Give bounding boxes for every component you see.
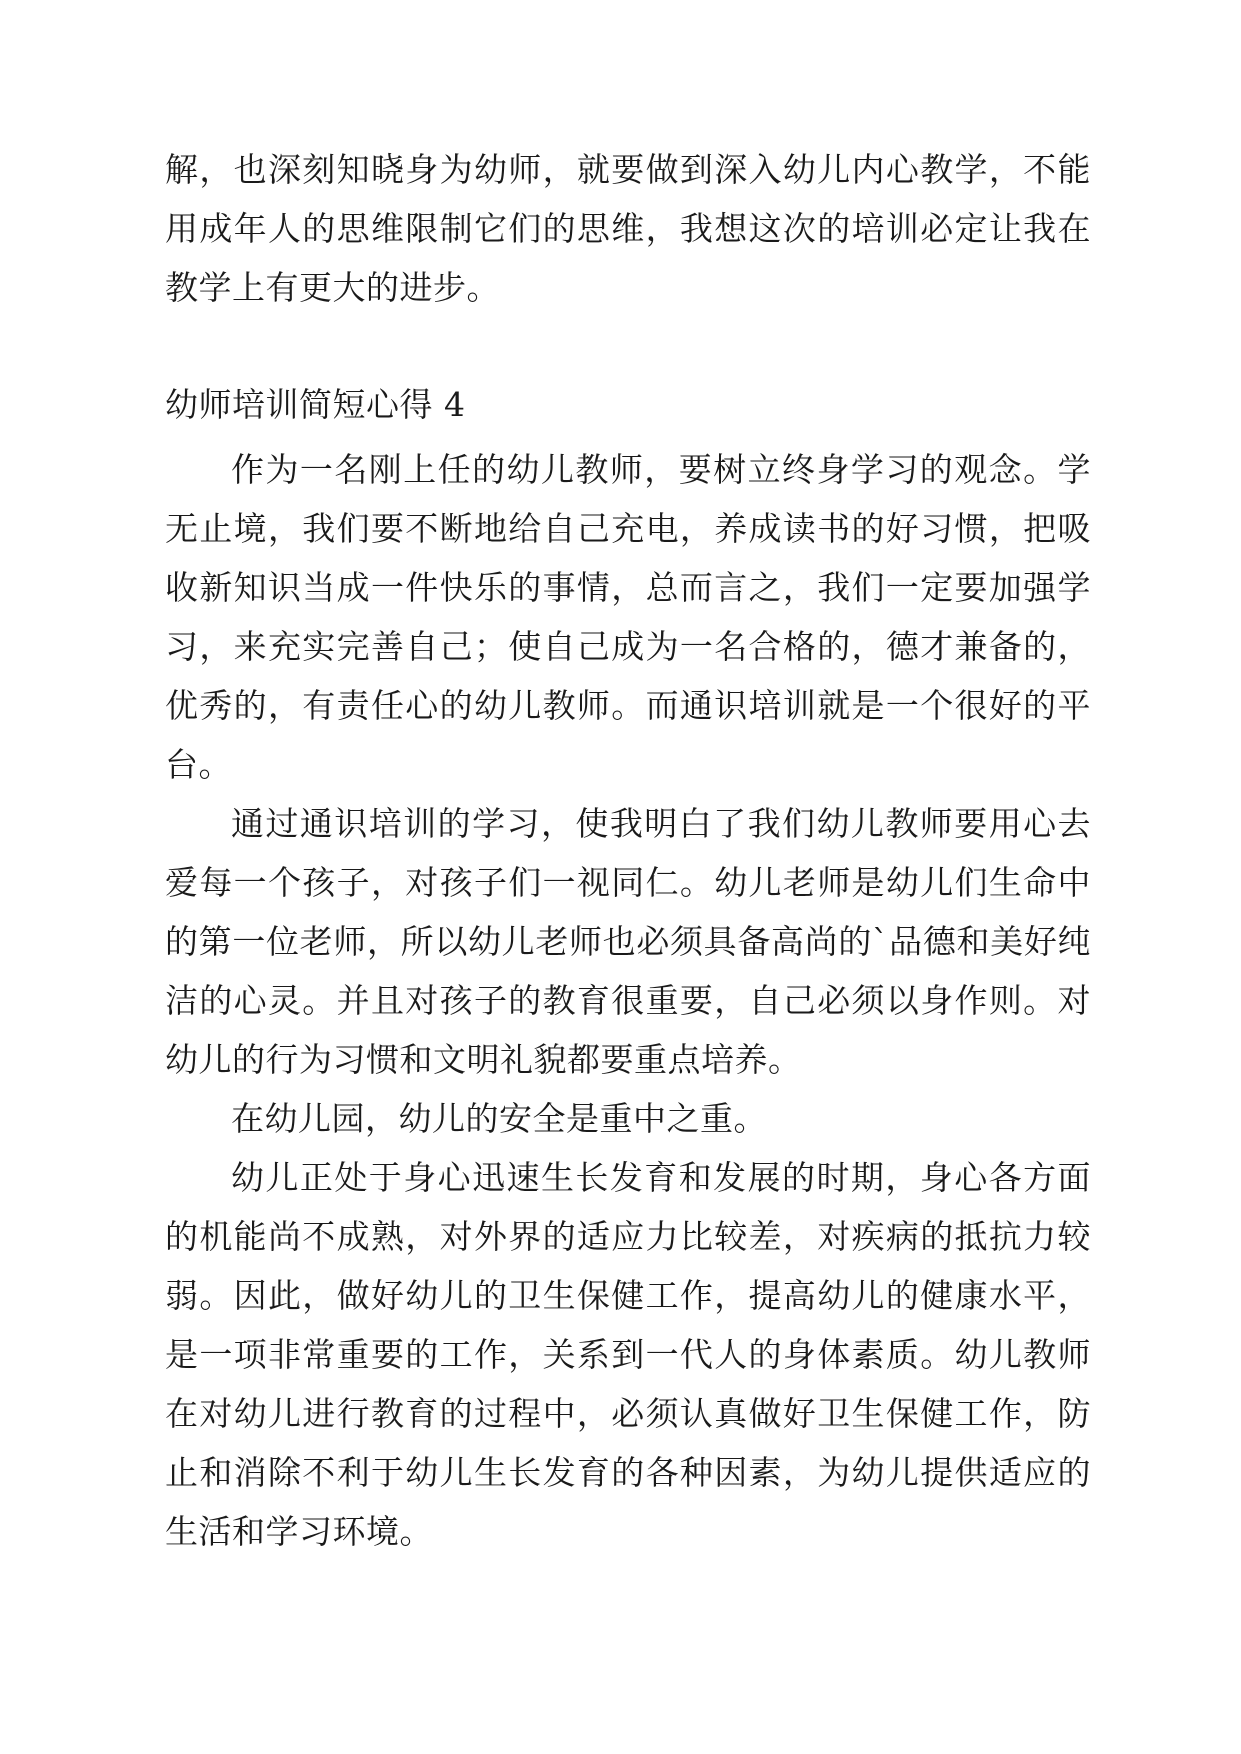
paragraph-4: 幼儿正处于身心迅速生长发育和发展的时期，身心各方面的机能尚不成熟，对外界的适应力比较差，对疾病的抵抗力较弱。因此，做好幼儿的卫生保健工作，提高幼儿的健康水平，是一项非常重要的工作，关系到一代人的身体素质。幼儿教师在对幼儿进行教育的过程中，必须认真做好卫生保健工作，防止和消除不利于幼儿生长发育的各种因素，为幼儿提供适应的生活和学习环境。 (165, 1158, 1091, 1551)
paragraph-1: 作为一名刚上任的幼儿教师，要树立终身学习的观念。学无止境，我们要不断地给自己充电，养成读书的好习惯，把吸收新知识当成一件快乐的事情，总而言之，我们一定要加强学习，来充实完善自己；使自己成为一名合格的，德才兼备的，优秀的，有责任心的幼儿教师。而通识培训就是一个很好的平台。 (165, 450, 1091, 784)
document-body (165, 140, 1091, 1561)
paragraph-continuation: 解，也深刻知晓身为幼师，就要做到深入幼儿内心教学，不能用成年人的思维限制它们的思维，我想这次的培训必定让我在教学上有更大的进步。 (165, 150, 1091, 307)
section-heading: 幼师培训简短心得 4 (165, 385, 466, 424)
paragraph-2: 通过通识培训的学习，使我明白了我们幼儿教师要用心去爱每一个孩子，对孩子们一视同仁。幼儿老师是幼儿们生命中的第一位老师，所以幼儿老师也必须具备高尚的`品德和美好纯洁的心灵。并且对孩子的教育很重要，自己必须以身作则。对幼儿的行为习惯和文明礼貌都要重点培养。 (165, 804, 1091, 1079)
paragraph-3: 在幼儿园，幼儿的安全是重中之重。 (231, 1099, 767, 1138)
